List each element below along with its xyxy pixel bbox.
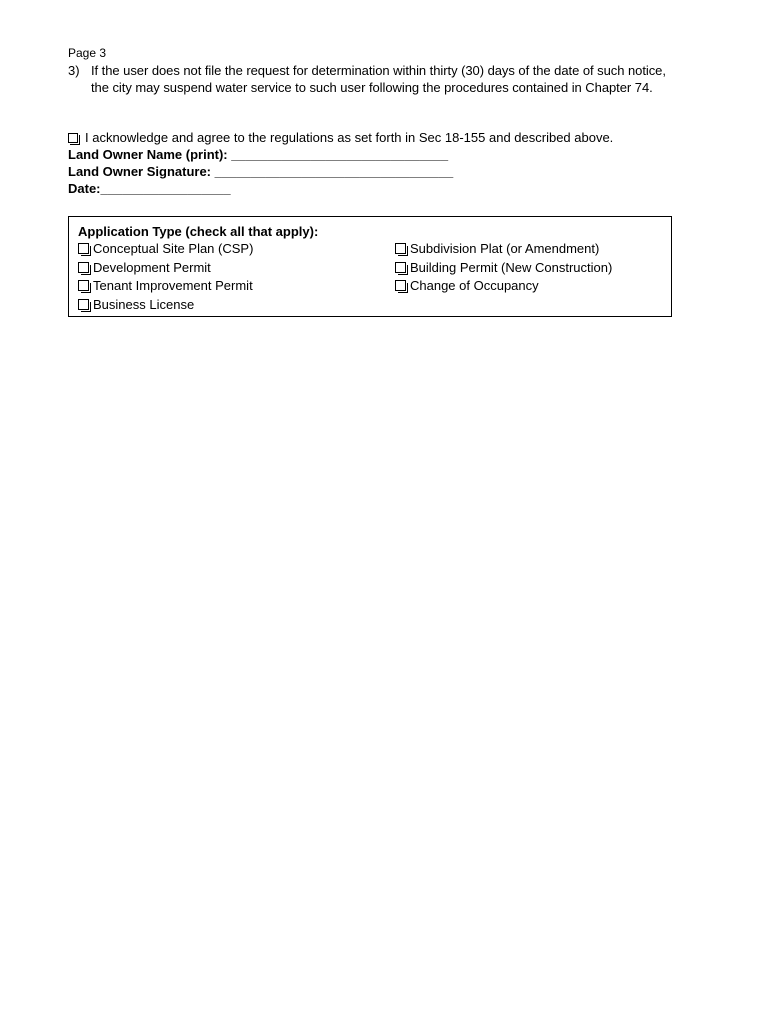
option-label: Building Permit (New Construction) <box>410 260 613 275</box>
option-label: Development Permit <box>93 260 211 275</box>
checkbox-building-permit[interactable] <box>395 262 406 273</box>
option-subdivision-plat[interactable] <box>395 240 599 257</box>
paragraph-text: If the user does not file the request for determination within thirty (30) days of the date of such notice, the city may suspend water service to such user following the procedures contained in Chapter 74. <box>91 63 666 95</box>
option-conceptual-site-plan[interactable] <box>78 240 253 257</box>
option-label: Conceptual Site Plan (CSP) <box>93 241 254 256</box>
acknowledgement-text: I acknowledge and agree to the regulations as set forth in Sec 18-155 and described above. <box>85 130 614 145</box>
acknowledgement-line <box>68 129 613 146</box>
checkbox-tenant-improvement-permit[interactable] <box>78 280 89 291</box>
paragraph-number: 3) <box>68 63 80 78</box>
option-building-permit[interactable] <box>395 259 612 276</box>
checkbox-conceptual-site-plan[interactable] <box>78 243 89 254</box>
option-development-permit[interactable] <box>78 259 211 276</box>
land-owner-name-field[interactable]: Land Owner Name (print): ______________________________ <box>68 147 449 162</box>
checkbox-change-of-occupancy[interactable] <box>395 280 406 291</box>
option-tenant-improvement-permit[interactable] <box>78 277 253 294</box>
numbered-paragraph-3 <box>68 62 672 96</box>
checkbox-business-license[interactable] <box>78 299 89 310</box>
page-number: Page 3 <box>68 46 107 60</box>
option-label: Tenant Improvement Permit <box>93 278 253 293</box>
checkbox-development-permit[interactable] <box>78 262 89 273</box>
option-label: Change of Occupancy <box>410 278 539 293</box>
date-field[interactable]: Date:__________________ <box>68 181 231 196</box>
option-change-of-occupancy[interactable] <box>395 277 539 294</box>
land-owner-signature-field[interactable]: Land Owner Signature: _________________________________ <box>68 164 454 179</box>
option-label: Business License <box>93 297 195 312</box>
application-type-box <box>68 216 672 317</box>
acknowledge-checkbox[interactable] <box>68 133 78 143</box>
option-label: Subdivision Plat (or Amendment) <box>410 241 600 256</box>
checkbox-subdivision-plat[interactable] <box>395 243 406 254</box>
option-business-license[interactable] <box>78 296 194 313</box>
application-type-title: Application Type (check all that apply): <box>78 224 319 239</box>
